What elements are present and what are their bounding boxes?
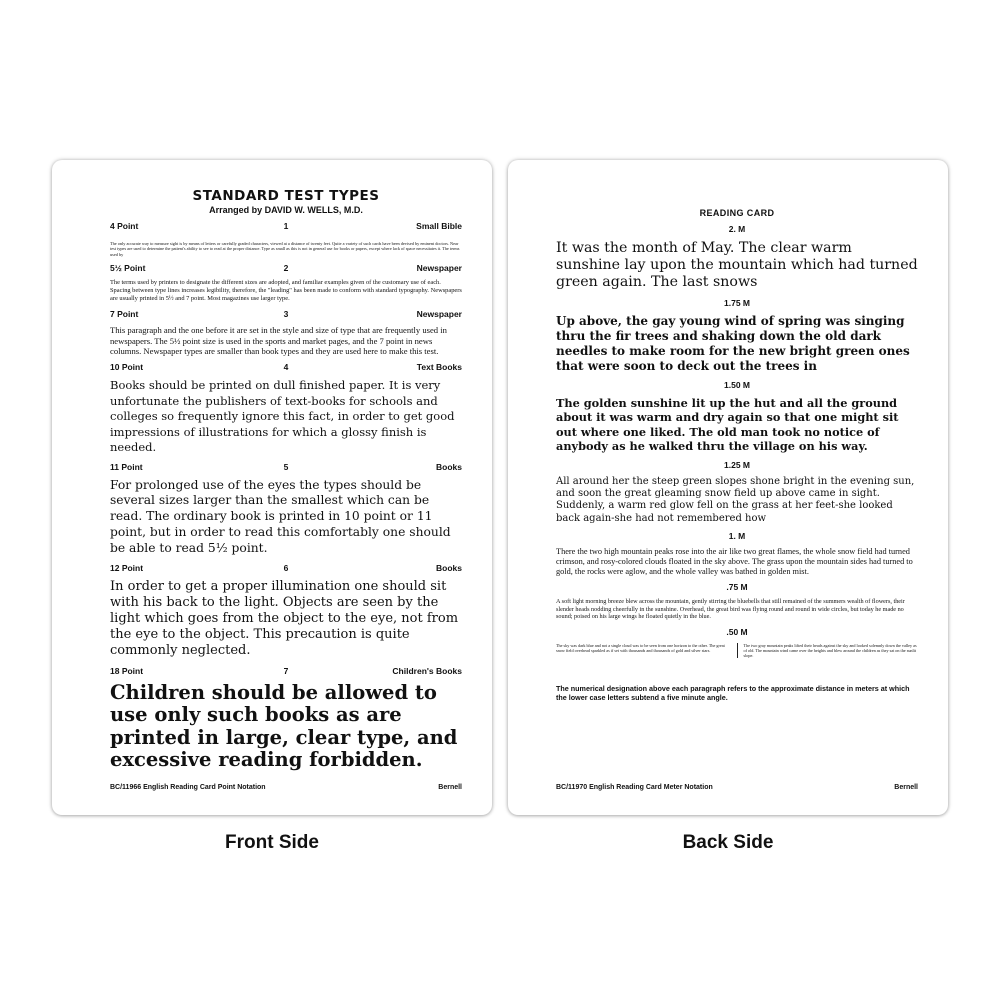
paragraph-7pt: This paragraph and the one before it are set in the style and size of type that are frequently used in newspapers. The 5½ point size is used in the sports and market pages, and the 7 point in news columns. Newspaper types are smaller than book types and they are used here to make this test. <box>110 325 447 356</box>
distance-label-2m: 2. M <box>728 224 746 234</box>
paragraph-0-50m-left: The sky was dark blue and not a single cloud was to be seen from one horizon to the other. The great snow field overhead sparkled as if set with thousands and thousands of gold and silver stars. <box>556 642 725 653</box>
back-footer-code: BC/11970 English Reading Card Meter Notation <box>556 784 713 791</box>
section-header-10pt: 10 Point 4 Text Books <box>110 362 462 373</box>
back-footer-brand: Bernell <box>894 784 918 791</box>
paragraph-12pt: In order to get a proper illumination one should sit with his back to the light. Objects are seen by the light which goes from the object to the eye, not from the eye to the object. This precaution is quite commonly neglected. <box>110 578 459 659</box>
front-subtitle: Arranged by DAVID W. WELLS, M.D. <box>209 205 363 215</box>
front-footer-brand: Bernell <box>438 784 462 791</box>
paragraph-1m: There the two high mountain peaks rose into the air like two great flames, the whole snow field had turned crimson, and rosy-colored clouds floated in the sky above. The grass upon the mountain sides had turned to gold, the rocks were aglow, and the whole valley was bathed in golden mist. <box>556 547 913 576</box>
distance-label-0-50m: .50 M <box>726 626 748 637</box>
section-header-4pt: 4 Point 1 Small Bible <box>110 221 462 231</box>
paragraph-4pt: The only accurate way to measure sight is by means of letters or carefully graded characters, viewed at a distance of twenty feet. Quite a variety of such cards have been devised by eminent doctors. Near test types are used to determine the patient's ability to see to read at the proper distance. Type as small as this is not in general use for books or papers, except where lack of space necessitates it. The terms used by <box>110 241 460 257</box>
column-divider <box>737 643 738 659</box>
distance-label-1-50m: 1.50 M <box>724 379 750 390</box>
section-header-11pt: 11 Point 5 Books <box>110 461 462 472</box>
back-side-label: Back Side <box>682 832 774 853</box>
back-card <box>508 160 948 815</box>
back-footer <box>556 784 918 791</box>
paragraph-0-75m: A soft light morning breeze blew across the mountain, gently stirring the bluebells that still remained of the summers wealth of flowers, their slender heads nodding cheerfully in the sunshine. Overhead, the great bird was flying round and round in wide circles, but today he made no sound; poised on his large wings he floated quietly in the blue. <box>556 598 905 621</box>
distance-label-0-75m: .75 M <box>726 582 748 593</box>
section-header-18pt: 18 Point 7 Children's Books <box>110 665 462 676</box>
paragraph-1-25m: All around her the steep green slopes shone bright in the evening sun, and soon the great gleaming snow field up above came in sight. Suddenly, a warm red glow fell on the grass at her feet-she looked back again-she had not remembered how <box>556 475 915 524</box>
paragraph-0-50m-right: The two gray mountain peaks lifted their heads against the sky and looked solemnly down the valley as of old. The mountain wind came over the heights and blew around the children as they sat on the sunlit slope. <box>743 642 917 659</box>
paragraph-18pt: Children should be allowed to use only such books as are printed in large, clear type, and excessive reading forbidden. <box>110 680 458 772</box>
paragraph-0-50m <box>556 643 918 659</box>
back-title: READING CARD <box>699 208 775 218</box>
paragraph-1-50m: The golden sunshine lit up the hut and all the ground about it was warm and dry again so that one might sit out where one liked. The old man took no notice of anybody as he walked thru the village on his way. <box>556 395 899 454</box>
distance-label-1-25m: 1.25 M <box>724 459 750 470</box>
distance-label-1m: 1. M <box>728 531 746 542</box>
front-title: STANDARD TEST TYPES <box>192 188 380 204</box>
paragraph-10pt: Books should be printed on dull finished paper. It is very unfortunate the publishers of text-books for schools and colleges so frequently ignore this fact, in order to get good impressions of illustrations for which a glossy finish is needed. <box>110 378 455 455</box>
section-header-5-5pt: 5½ Point 2 Newspaper <box>110 263 462 274</box>
front-footer-code: BC/11966 English Reading Card Point Notation <box>110 784 266 791</box>
section-header-12pt: 12 Point 6 Books <box>110 562 462 573</box>
front-card <box>52 160 492 815</box>
front-footer <box>110 784 462 791</box>
paragraph-2m: It was the month of May. The clear warm sunshine lay upon the mountain which had turned green again. The last snows <box>556 240 918 291</box>
front-side-label: Front Side <box>225 832 319 853</box>
paragraph-11pt: For prolonged use of the eyes the types should be several sizes larger than the smallest which can be read. The ordinary book is printed in 10 point or 11 point, but in order to read this comfortably one should be able to read 5½ point. <box>110 477 451 555</box>
paragraph-1-75m: Up above, the gay young wind of spring was singing thru the fir trees and shaking down the old dark needles to make room for the new bright green ones that were soon to deck out the trees in <box>556 313 910 373</box>
distance-note: The numerical designation above each paragraph refers to the approximate distance in meters at which the lower case letters subtend a five minute angle. <box>556 684 910 703</box>
distance-label-1-75m: 1.75 M <box>724 297 750 308</box>
section-header-7pt: 7 Point 3 Newspaper <box>110 309 462 320</box>
paragraph-5-5pt: The terms used by printers to designate the different sizes are adopted, and familiar examples given of the customary use of each. Spacing between type lines increases legibility, therefore, the "leading" has been made to conform with standard typography. Newspapers are usually printed in 5½ and 7 point. Most magazines use larger type. <box>110 279 462 303</box>
